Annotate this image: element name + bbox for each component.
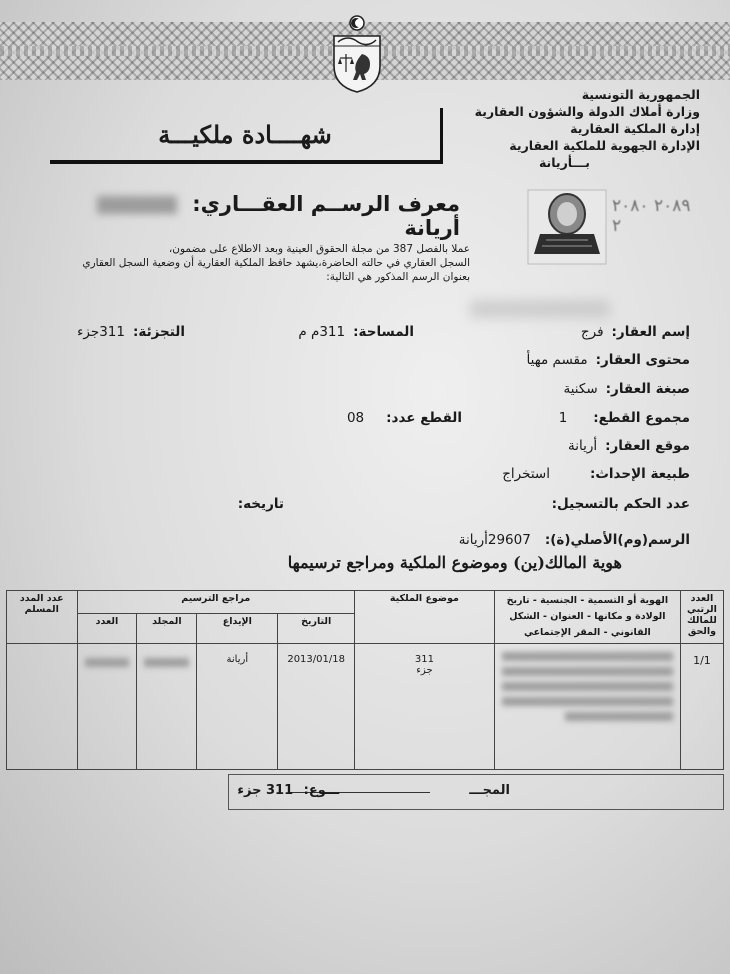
- regional-office: الإدارة الجهوية للملكية العقارية: [509, 138, 700, 153]
- event-field: [502, 466, 690, 482]
- origin-field: [459, 532, 690, 548]
- cell-delivered: [7, 644, 78, 770]
- total-line: [237, 783, 510, 798]
- content-label: محتوى العقار:: [595, 352, 690, 368]
- parcels-field: [559, 410, 690, 426]
- table-row: [7, 644, 724, 770]
- cell-subject: [355, 644, 495, 770]
- property-id-suffix: أريانة: [404, 216, 460, 240]
- origin-value: 29607أريانة: [458, 532, 531, 548]
- property-id-label: معرف الرســم العقـــاري:: [192, 192, 460, 216]
- intro-paragraph: [70, 242, 470, 284]
- property-name-value: فرج: [580, 324, 604, 340]
- col-rank-header: العدد الرتبي للمالك والحق: [680, 591, 723, 644]
- ruling-date-label: تاريخه:: [237, 496, 284, 512]
- partition-label: التجزئة:: [133, 324, 185, 340]
- certificate-title-box: [50, 108, 443, 164]
- type-field: [564, 381, 691, 397]
- location-label: موقع العقار:: [605, 438, 690, 454]
- section-title: هوية المالك(ين) وموضوع الملكية ومراجع ترسيمها: [287, 553, 622, 572]
- ruling-label: عدد الحكم بالتسجيل:: [551, 496, 690, 512]
- redacted-property-id: [97, 196, 177, 214]
- area-field: [298, 324, 414, 340]
- cell-rank: 1/1: [680, 644, 723, 770]
- type-label: صبغة العقار:: [605, 381, 690, 397]
- total-value: 311 جزء: [237, 783, 294, 798]
- subject-unit: جزء: [416, 665, 433, 676]
- republic-name: الجمهورية التونسية: [581, 87, 700, 102]
- tunisia-coat-of-arms-icon: [328, 14, 386, 94]
- col-date-header: التاريخ: [278, 614, 355, 644]
- col-refs-header: مراجع الترسيم: [77, 591, 355, 614]
- cell-number-redacted: [77, 644, 137, 770]
- issuer-header: [400, 86, 700, 171]
- property-id-line: [70, 192, 460, 240]
- col-identity-header: الهوية أو التسمية - الجنسية - تاريخ الولادة و مكانها - العنوان - الشكل القانوني - المقر الإجتماعي: [494, 591, 680, 644]
- content-field: [527, 352, 690, 368]
- parcel-number-label: القطع عدد:: [386, 410, 462, 426]
- certificate-title: شهــــادة ملكيـــة: [158, 119, 332, 149]
- col-subject-header: موضوع الملكية: [355, 591, 495, 644]
- cell-identity-redacted: [494, 644, 680, 770]
- subject-value: 311: [414, 654, 434, 665]
- area-value: 311م م: [298, 324, 346, 340]
- col-volume-header: المجلد: [137, 614, 197, 644]
- total-label-end: ـــوع:: [303, 783, 340, 798]
- directorate-name: إدارة الملكية العقارية: [570, 121, 700, 136]
- cell-date: 2013/01/18: [278, 644, 355, 770]
- partition-field: [77, 324, 185, 340]
- origin-label: الرسم(وم)الأصلي(ة):: [544, 532, 690, 548]
- faded-background-mark: [470, 300, 610, 318]
- area-label: المساحة:: [353, 324, 414, 340]
- parcels-value: 1: [558, 410, 568, 426]
- ministry-name: وزارة أملاك الدولة والشؤون العقارية: [474, 104, 700, 119]
- faded-stamp-text: ٢٠٨٩ ٢٠٨٠ ٢: [612, 196, 691, 236]
- col-number-header: العدد: [77, 614, 137, 644]
- content-value: مقسم مهيأ: [526, 352, 588, 368]
- parcel-number-value: 08: [346, 410, 365, 426]
- property-name-label: إسم العقار:: [611, 324, 690, 340]
- parcel-number-field: [347, 410, 462, 426]
- location-field: [568, 438, 690, 454]
- property-name-field: [581, 324, 690, 340]
- ruling-date-field: [238, 496, 284, 512]
- cell-volume-redacted: [137, 644, 197, 770]
- col-delivered-header: عدد المدد المسلم: [7, 591, 78, 644]
- cell-deposit: أريانة: [197, 644, 278, 770]
- table-header-row: [7, 591, 724, 614]
- intro-line: السجل العقاري في حالته الحاضرة،يشهد حافظ الملكية العقارية أن وضعية السجل العقاري: [82, 257, 470, 269]
- ruling-field: [552, 496, 690, 512]
- location-value: أريانة: [568, 438, 598, 454]
- event-value: استخراج: [502, 466, 550, 482]
- owners-table: [6, 590, 724, 770]
- parcels-label: مجموع القطع:: [593, 410, 690, 426]
- intro-line: عملا بالفصل 387 من مجلة الحقوق العينية وبعد الاطلاع على مضمون،: [168, 243, 470, 255]
- city-name: بـــأريانة: [538, 155, 590, 170]
- intro-line: بعنوان الرسم المذكور هي التالية:: [326, 271, 470, 283]
- total-label: المجـــ: [469, 783, 510, 798]
- partition-value: 311جزء: [77, 324, 125, 340]
- event-label: طبيعة الإحداث:: [589, 466, 690, 482]
- col-deposit-header: الإيداع: [197, 614, 278, 644]
- type-value: سكنية: [563, 381, 598, 397]
- property-registry-logo-icon: [526, 188, 608, 266]
